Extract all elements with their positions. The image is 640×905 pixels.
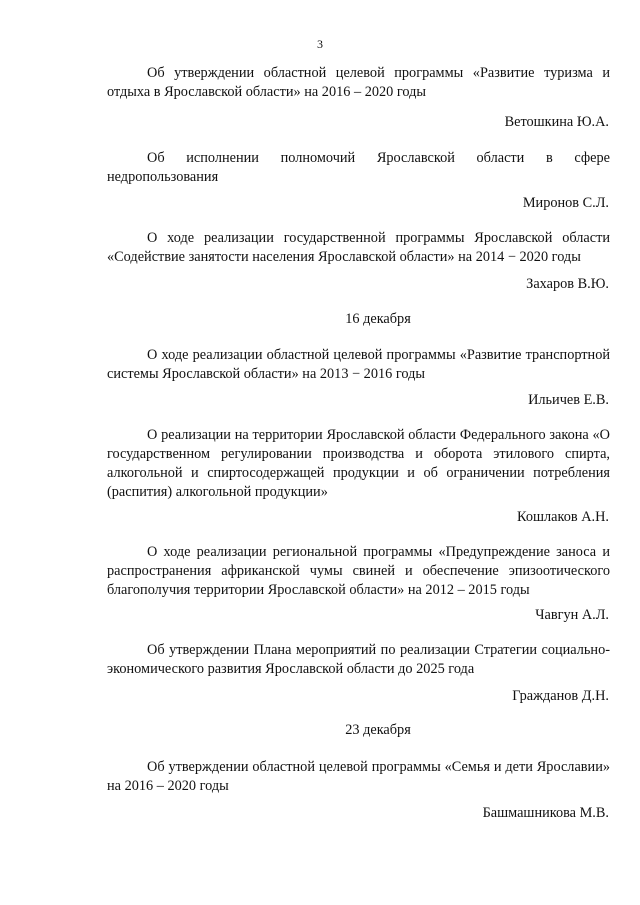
agenda-item-text: О ходе реализации региональной программы «Предупреждение заноса и распространения африканской чумы свиней и обеспечение эпизоотического благополучия территории Ярославской области» на 2012 – 2015 годы (107, 544, 610, 598)
agenda-item-text: Об утверждении областной целевой программы «Развитие туризма и отдыха в Ярославской области» на 2016 – 2020 годы (107, 65, 610, 100)
responsible-person: Захаров В.Ю. (526, 276, 609, 292)
agenda-item-text: О реализации на территории Ярославской области Федерального закона «О государственном регулировании производства и оборота этилового спирта, алкогольной и спиртосодержащей продукции и об ограничении потребления (распития) алкогольной продукции» (107, 427, 610, 500)
agenda-item-text: О ходе реализации государственной программы Ярославской области «Содействие занятости населения Ярославской области» на 2014 − 2020 годы (107, 230, 610, 265)
responsible-person: Гражданов Д.Н. (512, 688, 609, 704)
responsible-person: Миронов С.Л. (522, 195, 609, 211)
agenda-item-text: Об исполнении полномочий Ярославской области в сфере недропользования (107, 150, 610, 185)
agenda-item-text: О ходе реализации областной целевой программы «Развитие транспортной системы Ярославской области» на 2013 − 2016 годы (107, 347, 610, 382)
responsible-person: Ветошкина Ю.А. (504, 114, 609, 130)
date-heading: 16 декабря (345, 311, 411, 327)
agenda-item-text: Об утверждении Плана мероприятий по реализации Стратегии социально-экономического развития Ярославской области до 2025 года (107, 642, 610, 677)
page-number: 3 (317, 37, 323, 51)
responsible-person: Кошлаков А.Н. (517, 509, 609, 525)
agenda-item-text: Об утверждении областной целевой программы «Семья и дети Ярославии» на 2016 – 2020 годы (107, 759, 610, 794)
responsible-person: Чавгун А.Л. (535, 607, 609, 623)
responsible-person: Башмашникова М.В. (482, 805, 609, 821)
responsible-person: Ильичев Е.В. (528, 392, 609, 408)
date-heading: 23 декабря (345, 722, 411, 738)
